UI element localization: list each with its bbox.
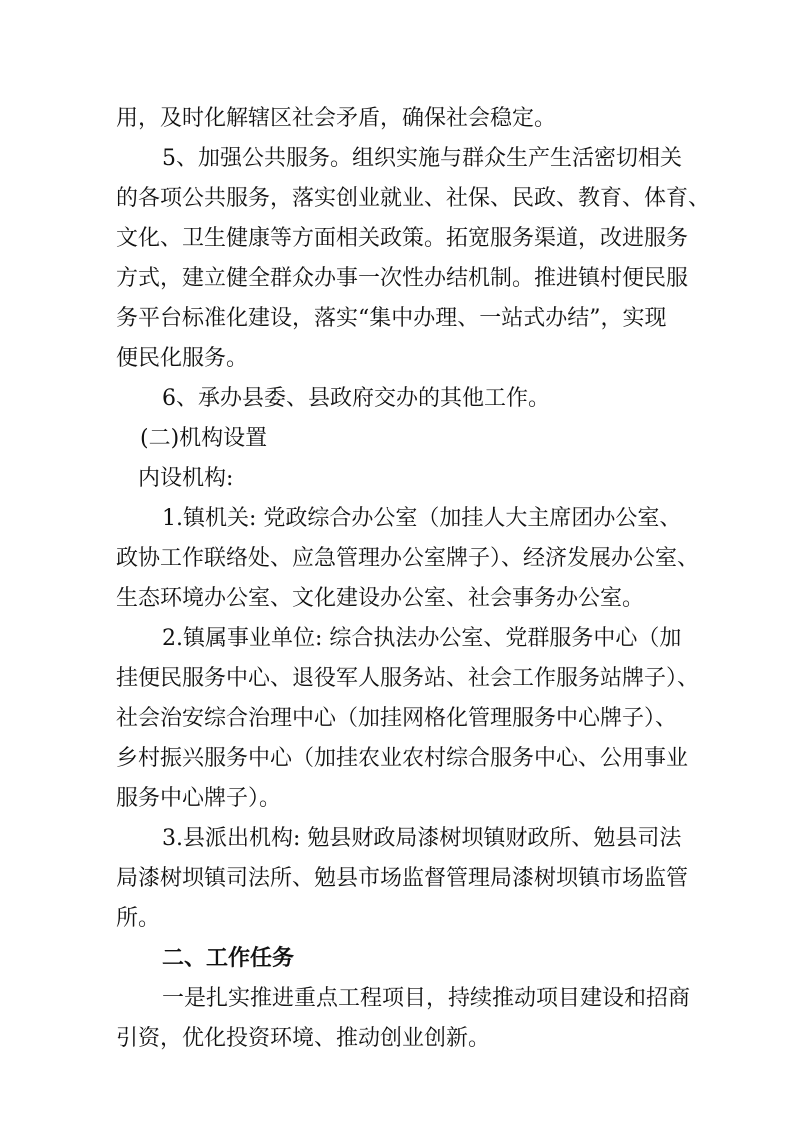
body-line: 方式，建立健全群众办事一次性办结机制。推进镇村便民服 xyxy=(116,266,689,291)
body-line: 用，及时化解辖区社会矛盾，确保社会稳定。 xyxy=(116,106,557,131)
body-line: 乡村振兴服务中心（加挂农业农村综合服务中心、公用事业 xyxy=(116,746,689,771)
body-line: 挂便民服务中心、退役军人服务站、社会工作服务站牌子）、 xyxy=(116,666,700,691)
body-line: 生态环境办公室、文化建设办公室、社会事务办公室。 xyxy=(116,586,645,611)
section-subheading: (二)机构设置 xyxy=(140,426,268,451)
body-line: 社会治安综合治理中心（加挂网格化管理服务中心牌子）、 xyxy=(116,706,678,731)
body-line: 内设机构: xyxy=(138,466,234,491)
body-line: 3.县派出机构: 勉县财政局漆树坝镇财政所、勉县司法 xyxy=(162,826,682,851)
body-line: 所。 xyxy=(116,906,161,931)
body-line: 政协工作联络处、应急管理办公室牌子）、经济发展办公室、 xyxy=(116,546,700,571)
body-line: 文化、卫生健康等方面相关政策。拓宽服务渠道，改进服务 xyxy=(116,226,689,251)
body-line: 5、加强公共服务。组织实施与群众生产生活密切相关 xyxy=(162,146,682,171)
body-line: 1.镇机关: 党政综合办公室（加挂人大主席团办公室、 xyxy=(162,506,682,531)
body-line: 局漆树坝镇司法所、勉县市场监督管理局漆树坝镇市场监管 xyxy=(116,866,689,891)
body-line: 务平台标准化建设，落实“集中办理、一站式办结”，实现 xyxy=(116,306,667,331)
body-line: 引资，优化投资环境、推动创业创新。 xyxy=(116,1026,491,1051)
body-line: 6、承办县委、县政府交办的其他工作。 xyxy=(162,386,550,411)
body-line: 便民化服务。 xyxy=(116,346,249,371)
body-line: 一是扎实推进重点工程项目，持续推动项目建设和招商 xyxy=(162,986,691,1011)
body-line: 服务中心牌子）。 xyxy=(116,786,282,811)
section-heading: 二、工作任务 xyxy=(162,946,295,971)
body-line: 的各项公共服务，落实创业就业、社保、民政、教育、体育、 xyxy=(116,186,711,211)
body-line: 2.镇属事业单位: 综合执法办公室、党群服务中心（加 xyxy=(162,626,682,651)
